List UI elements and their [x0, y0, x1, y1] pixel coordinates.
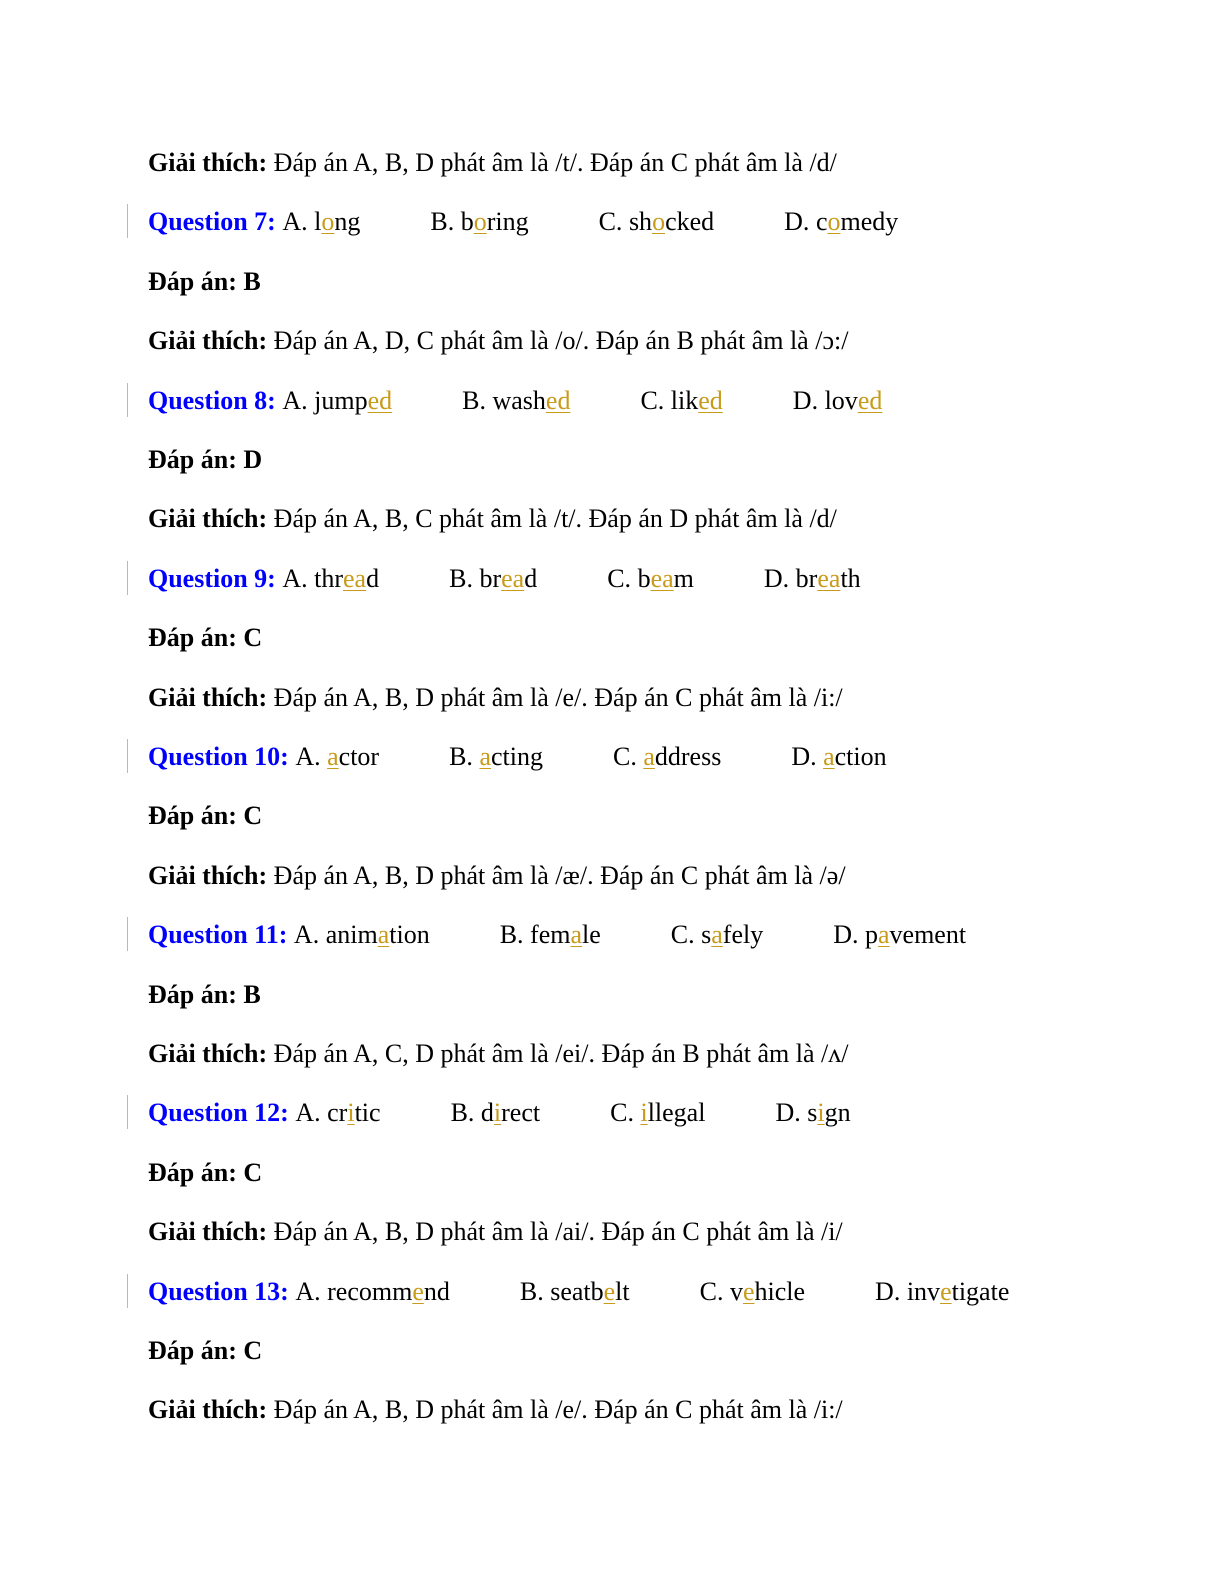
- answer-text: Đáp án: C: [148, 801, 263, 830]
- question-label: Question 13:: [148, 1277, 289, 1306]
- underlined-sound: a: [479, 742, 491, 771]
- option-c: [607, 563, 694, 595]
- underlined-sound: ea: [343, 564, 367, 593]
- explanation-line: [148, 503, 837, 535]
- option-b: [449, 741, 543, 773]
- explanation-line: [148, 1216, 843, 1248]
- explanation-line: [148, 1038, 848, 1070]
- margin-marker: [127, 561, 128, 595]
- option-a: [295, 1097, 380, 1129]
- option-word-end: th: [840, 564, 861, 593]
- explanation-line: [148, 860, 846, 892]
- option-word-start: p: [865, 920, 878, 949]
- answer-text: Đáp án: D: [148, 445, 263, 474]
- option-d: [764, 563, 861, 595]
- option-a: [295, 1276, 450, 1308]
- explanation-label: Giải thích:: [148, 148, 268, 177]
- explanation-text: Đáp án A, B, D phát âm là /t/. Đáp án C phát âm là /d/: [267, 148, 837, 177]
- underlined-sound: a: [711, 920, 723, 949]
- explanation-label: Giải thích:: [148, 1039, 268, 1068]
- underlined-sound: ea: [817, 564, 841, 593]
- option-d: [875, 1276, 1009, 1308]
- option-letter: B.: [449, 742, 480, 771]
- option-letter: B.: [519, 1277, 551, 1306]
- option-word-start: b: [637, 564, 651, 593]
- answer-text: Đáp án: C: [148, 1158, 263, 1187]
- option-letter: D.: [875, 1277, 907, 1306]
- option-word-end: ctor: [338, 742, 380, 771]
- margin-marker: [127, 1095, 128, 1129]
- question-line: [148, 741, 887, 773]
- option-c: [610, 1097, 705, 1129]
- option-word-end: d: [366, 564, 380, 593]
- option-word-start: b: [460, 207, 474, 236]
- option-word-end: ng: [334, 207, 361, 236]
- underlined-sound: ed: [857, 386, 883, 415]
- question-label: Question 9:: [148, 564, 276, 593]
- option-b: [430, 206, 528, 238]
- underlined-sound: a: [570, 920, 583, 949]
- option-word-end: m: [673, 564, 694, 593]
- option-d: [793, 385, 883, 417]
- answer-text: Đáp án: C: [148, 623, 263, 652]
- option-word-start: recomm: [327, 1277, 413, 1306]
- option-letter: C.: [612, 742, 644, 771]
- option-word-start: v: [729, 1277, 743, 1306]
- margin-marker: [127, 1274, 128, 1308]
- underlined-sound: ed: [367, 386, 393, 415]
- explanation-label: Giải thích:: [148, 1395, 268, 1424]
- option-word-start: cr: [327, 1098, 348, 1127]
- explanation-text: Đáp án A, B, C phát âm là /t/. Đáp án D phát âm là /d/: [267, 504, 837, 533]
- explanation-label: Giải thích:: [148, 861, 268, 890]
- explanation-label: Giải thích:: [148, 1217, 268, 1246]
- option-d: [791, 741, 886, 773]
- answer-line: [148, 1335, 262, 1367]
- option-letter: D.: [791, 742, 824, 771]
- margin-marker: [127, 739, 128, 773]
- question-line: [148, 1276, 1009, 1308]
- option-word-end: lt: [615, 1277, 630, 1306]
- option-letter: A.: [282, 207, 315, 236]
- option-c: [700, 1276, 805, 1308]
- option-letter: A.: [282, 386, 315, 415]
- option-a: [282, 206, 360, 238]
- question-label: Question 11:: [148, 920, 288, 949]
- option-letter: D.: [775, 1098, 808, 1127]
- answer-line: [148, 266, 261, 298]
- option-letter: A.: [293, 920, 326, 949]
- answer-text: Đáp án: C: [148, 1336, 263, 1365]
- option-b: [500, 919, 601, 951]
- option-word-start: seatb: [550, 1277, 604, 1306]
- answer-text: Đáp án: B: [148, 980, 261, 1009]
- margin-marker: [127, 917, 128, 951]
- option-letter: C.: [610, 1098, 641, 1127]
- underlined-sound: a: [377, 920, 390, 949]
- option-word-start: jump: [314, 386, 368, 415]
- option-word-start: s: [701, 920, 712, 949]
- option-a: [282, 385, 392, 417]
- underlined-sound: a: [878, 920, 890, 949]
- option-word-end: rect: [501, 1098, 541, 1127]
- question-line: [148, 1097, 851, 1129]
- underlined-sound: e: [742, 1277, 755, 1306]
- option-word-start: inv: [906, 1277, 941, 1306]
- option-letter: D.: [833, 920, 865, 949]
- option-word-end: hicle: [754, 1277, 806, 1306]
- option-letter: B.: [462, 386, 493, 415]
- underlined-sound: i: [640, 1098, 648, 1127]
- explanation-label: Giải thích:: [148, 504, 268, 533]
- question-label: Question 8:: [148, 386, 276, 415]
- answer-line: [148, 1157, 262, 1189]
- underlined-sound: a: [327, 742, 339, 771]
- option-word-end: le: [582, 920, 601, 949]
- option-word-start: lik: [670, 386, 699, 415]
- option-word-start: br: [795, 564, 818, 593]
- option-word-end: tigate: [951, 1277, 1010, 1306]
- underlined-sound: e: [603, 1277, 616, 1306]
- explanation-text: Đáp án A, B, D phát âm là /ai/. Đáp án C phát âm là /i/: [267, 1217, 843, 1246]
- option-d: [775, 1097, 850, 1129]
- underlined-sound: o: [321, 207, 335, 236]
- option-word-end: fely: [722, 920, 764, 949]
- option-b: [520, 1276, 630, 1308]
- option-b: [449, 563, 537, 595]
- underlined-sound: i: [347, 1098, 355, 1127]
- question-line: [148, 563, 861, 595]
- option-letter: D.: [784, 207, 816, 236]
- option-word-end: ddress: [654, 742, 722, 771]
- explanation-text: Đáp án A, D, C phát âm là /o/. Đáp án B phát âm là /ɔ:/: [267, 326, 849, 355]
- underlined-sound: a: [643, 742, 655, 771]
- option-letter: C.: [598, 207, 629, 236]
- option-word-start: thr: [314, 564, 344, 593]
- option-a: [294, 919, 430, 951]
- option-letter: B.: [449, 564, 480, 593]
- option-word-start: lov: [824, 386, 858, 415]
- option-word-end: ction: [834, 742, 887, 771]
- option-letter: C.: [640, 386, 671, 415]
- option-letter: A.: [295, 1277, 328, 1306]
- option-letter: C.: [607, 564, 638, 593]
- underlined-sound: ed: [698, 386, 723, 415]
- option-word-end: tion: [389, 920, 430, 949]
- option-word-end: cked: [665, 207, 715, 236]
- explanation-label: Giải thích:: [148, 683, 268, 712]
- option-word-start: s: [807, 1098, 818, 1127]
- option-letter: C.: [670, 920, 702, 949]
- option-word-start: fem: [530, 920, 571, 949]
- option-c: [640, 385, 722, 417]
- explanation-line: [148, 325, 848, 357]
- underlined-sound: ea: [650, 564, 674, 593]
- underlined-sound: o: [473, 207, 487, 236]
- option-word-start: sh: [628, 207, 653, 236]
- underlined-sound: ea: [501, 564, 525, 593]
- underlined-sound: i: [817, 1098, 825, 1127]
- explanation-line: [148, 1394, 843, 1426]
- option-word-end: medy: [840, 207, 899, 236]
- option-word-start: wash: [492, 386, 546, 415]
- underlined-sound: a: [823, 742, 835, 771]
- explanation-line: [148, 682, 843, 714]
- option-c: [613, 741, 721, 773]
- explanation-text: Đáp án A, B, D phát âm là /e/. Đáp án C phát âm là /i:/: [267, 683, 843, 712]
- option-b: [451, 1097, 541, 1129]
- question-line: [148, 919, 966, 951]
- option-word-end: cting: [490, 742, 543, 771]
- option-d: [784, 206, 898, 238]
- option-b: [462, 385, 570, 417]
- question-label: Question 10:: [148, 742, 289, 771]
- option-word-start: c: [815, 207, 828, 236]
- option-letter: A.: [295, 1098, 328, 1127]
- explanation-text: Đáp án A, C, D phát âm là /ei/. Đáp án B phát âm là /ʌ/: [267, 1039, 849, 1068]
- option-word-end: vement: [889, 920, 967, 949]
- option-letter: D.: [792, 386, 825, 415]
- option-c: [599, 206, 715, 238]
- answer-line: [148, 622, 262, 654]
- option-d: [833, 919, 966, 951]
- option-word-end: tic: [354, 1098, 381, 1127]
- underlined-sound: o: [652, 207, 666, 236]
- explanation-text: Đáp án A, B, D phát âm là /e/. Đáp án C phát âm là /i:/: [267, 1395, 843, 1424]
- question-label: Question 12:: [148, 1098, 289, 1127]
- option-word-start: br: [479, 564, 502, 593]
- option-letter: B.: [430, 207, 461, 236]
- explanation-line: [148, 147, 837, 179]
- option-c: [671, 919, 763, 951]
- margin-marker: [127, 383, 128, 417]
- answer-line: [148, 800, 262, 832]
- margin-marker: [127, 204, 128, 238]
- underlined-sound: ed: [545, 386, 571, 415]
- question-line: [148, 385, 882, 417]
- question-label: Question 7:: [148, 207, 276, 236]
- option-word-end: nd: [423, 1277, 450, 1306]
- answer-line: [148, 444, 262, 476]
- answer-line: [148, 979, 261, 1011]
- option-word-end: gn: [824, 1098, 851, 1127]
- question-line: [148, 206, 898, 238]
- explanation-text: Đáp án A, B, D phát âm là /æ/. Đáp án C phát âm là /ə/: [267, 861, 846, 890]
- option-word-end: ring: [486, 207, 529, 236]
- option-word-start: d: [480, 1098, 494, 1127]
- option-a: [295, 741, 379, 773]
- option-letter: A.: [282, 564, 315, 593]
- option-letter: B.: [499, 920, 531, 949]
- answer-text: Đáp án: B: [148, 267, 261, 296]
- option-letter: D.: [763, 564, 796, 593]
- option-word-end: d: [524, 564, 538, 593]
- option-word-start: anim: [325, 920, 378, 949]
- underlined-sound: o: [827, 207, 841, 236]
- option-word-end: llegal: [647, 1098, 706, 1127]
- option-word-start: l: [314, 207, 322, 236]
- option-letter: A.: [295, 742, 328, 771]
- underlined-sound: e: [412, 1277, 424, 1306]
- option-a: [282, 563, 379, 595]
- option-letter: C.: [699, 1277, 730, 1306]
- option-letter: B.: [450, 1098, 481, 1127]
- explanation-label: Giải thích:: [148, 326, 268, 355]
- underlined-sound: i: [493, 1098, 502, 1127]
- underlined-sound: e: [940, 1277, 952, 1306]
